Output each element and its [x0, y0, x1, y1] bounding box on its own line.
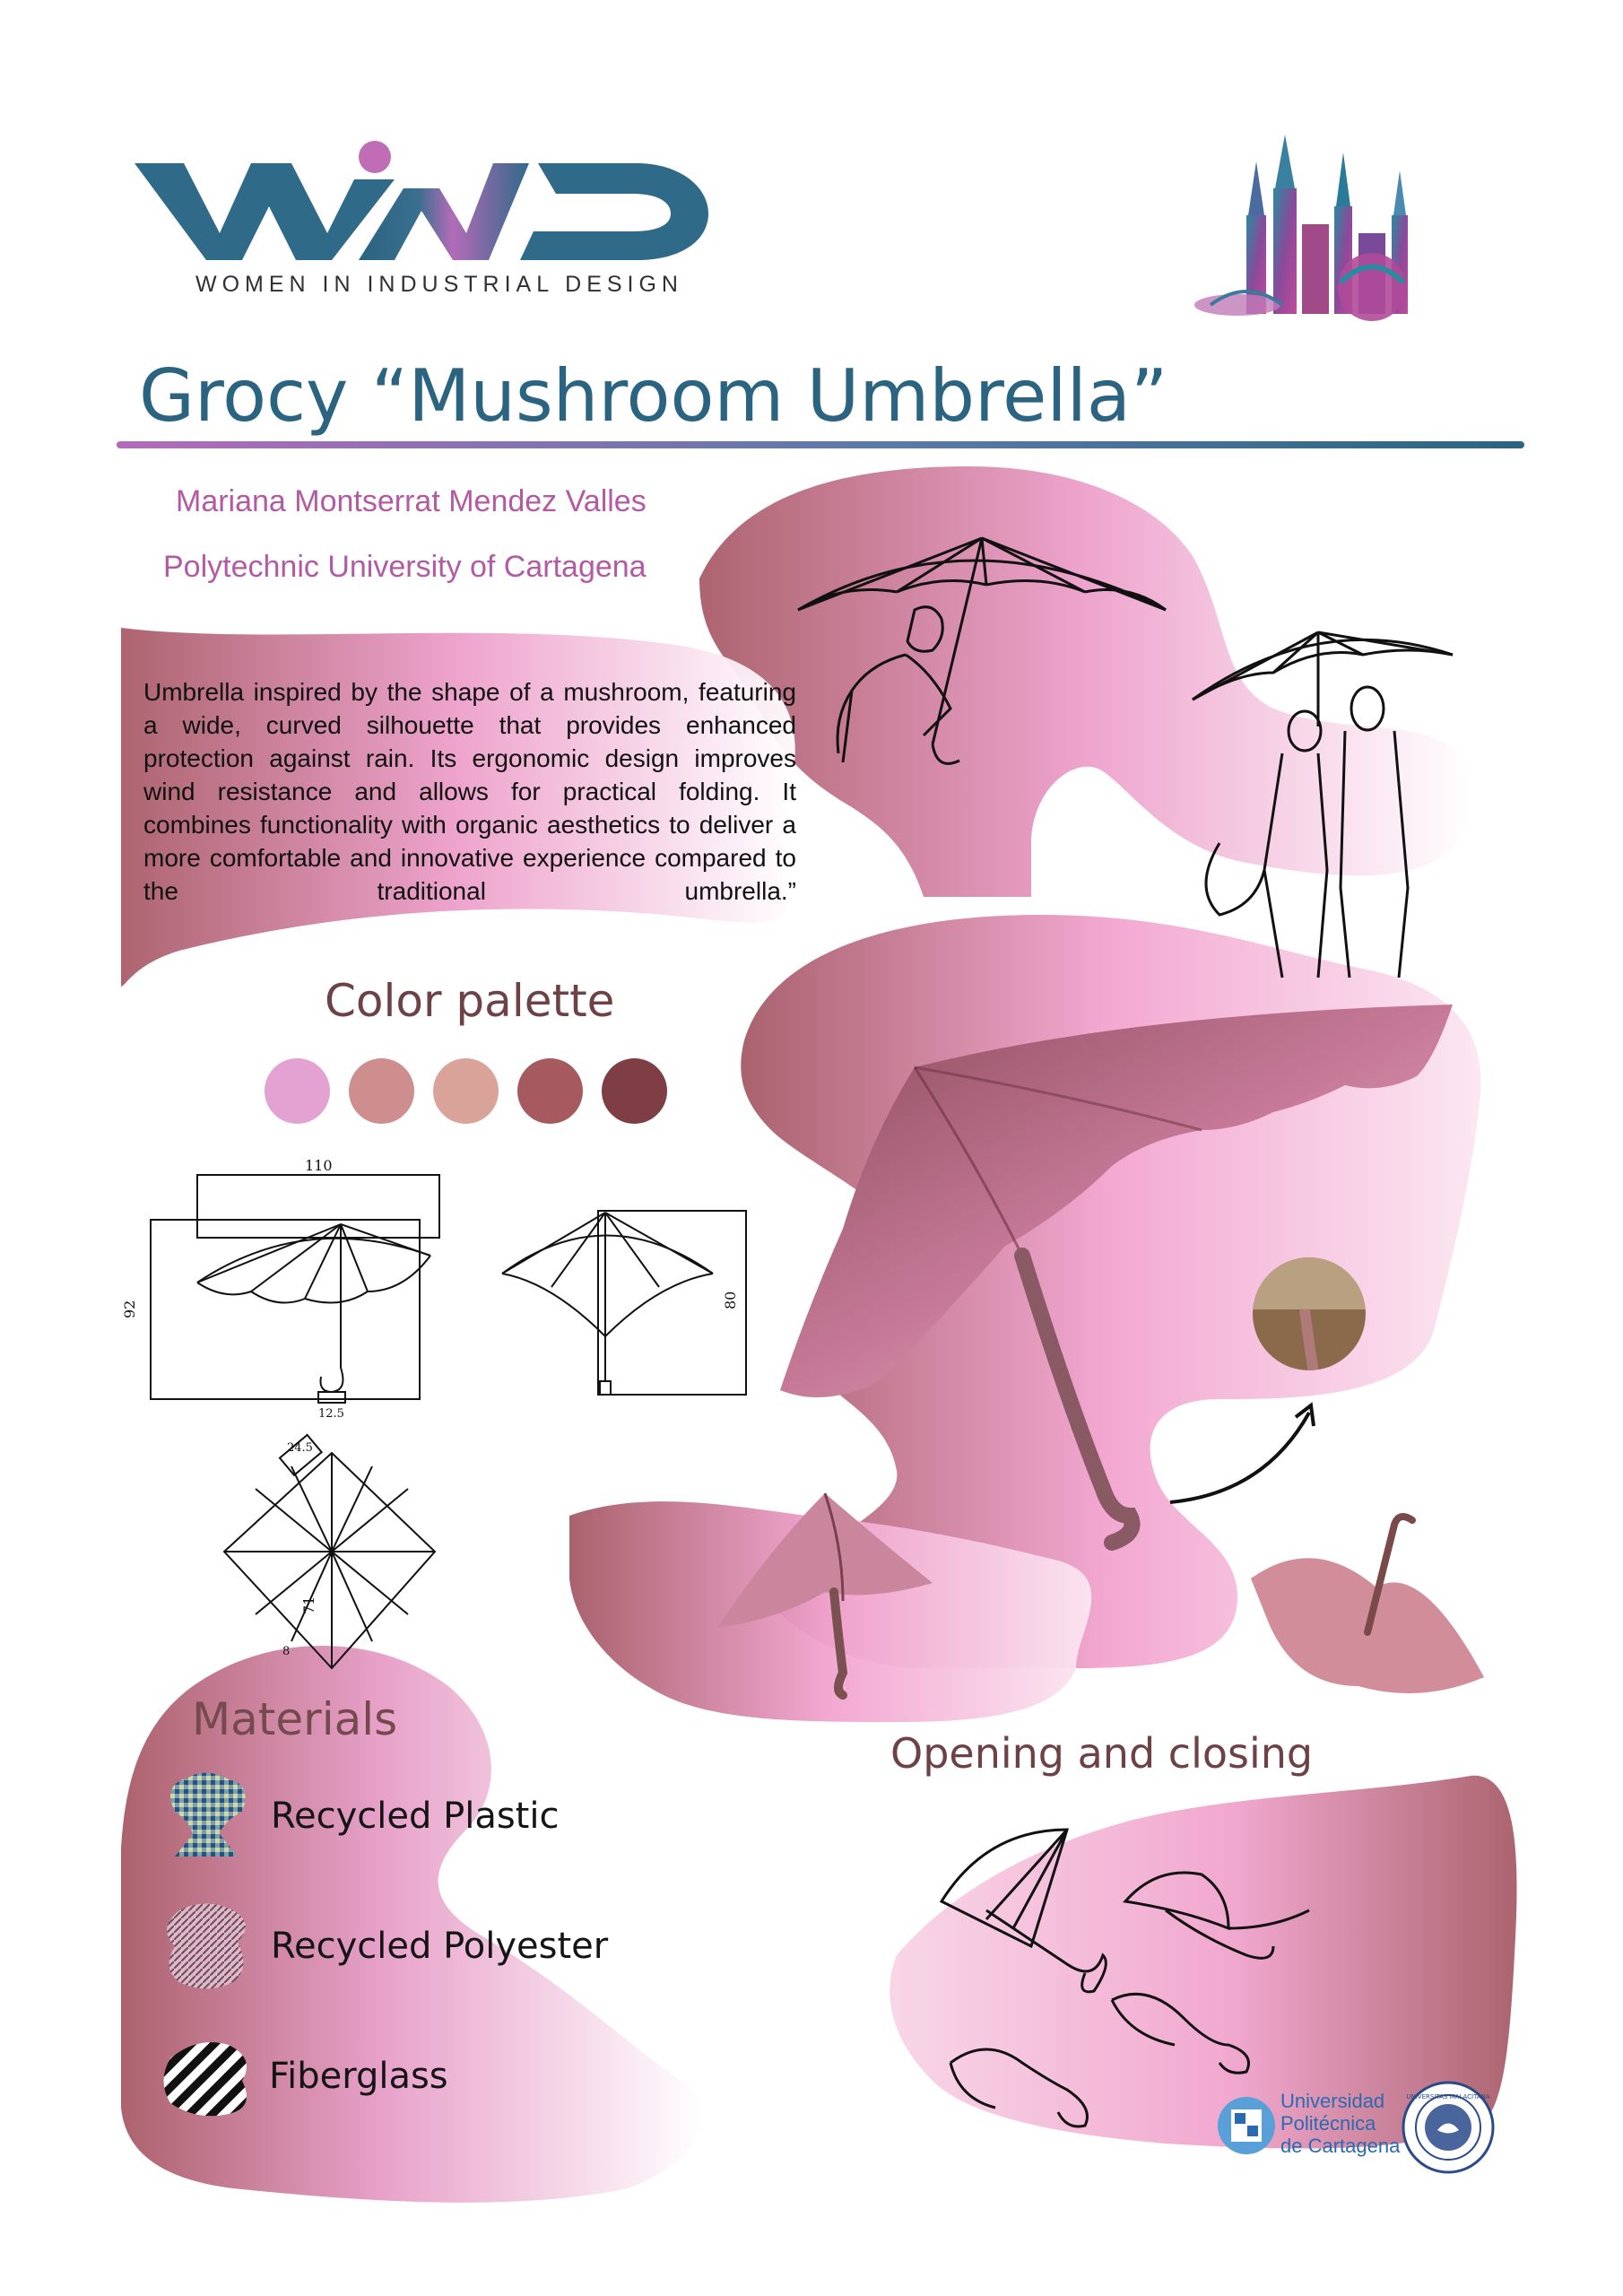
handle-detail-inset	[1251, 1256, 1367, 1372]
opening-closing-sketches	[933, 1821, 1309, 2135]
material-label: Recycled Polyester	[271, 1926, 609, 1967]
technical-drawing-side-view	[121, 1157, 457, 1426]
upct-name	[1280, 2090, 1400, 2157]
color-swatch-4	[517, 1058, 583, 1124]
technical-drawing-plan-view	[220, 1435, 444, 1677]
color-swatch-2	[349, 1058, 414, 1124]
color-swatch-3	[433, 1058, 499, 1124]
color-swatch-1	[265, 1058, 330, 1124]
upct-logo-icon	[1215, 2090, 1278, 2161]
dim-width: 110	[305, 1157, 333, 1174]
couple-with-umbrella-sketch	[1184, 619, 1471, 987]
opening-closing-heading: Opening and closing	[890, 1729, 1314, 1778]
umbrella-render-closed	[708, 1493, 942, 1700]
dim-handle: 12.5	[318, 1407, 344, 1421]
dim-height-left: 92	[121, 1300, 138, 1318]
author-name: Mariana Montserrat Mendez Valles	[176, 484, 647, 518]
material-item	[152, 1897, 608, 1996]
project-description: Umbrella inspired by the shape of a mushroom, featuring a wide, curved silhouette that provides enhanced protection against rain. Its ergonomic design improves wind resistance and allows for practical folding. It combines functionality with organic aesthetics to deliver a more comfortable and innovative experience compared to the traditional umbrella.”	[143, 678, 796, 905]
dim-top-panel: 24.5	[287, 1441, 313, 1455]
upct-line-3: de Cartagena	[1280, 2135, 1401, 2157]
dim-height-right: 80	[722, 1291, 739, 1309]
city-skyline-illustration	[1193, 126, 1462, 341]
upct-line-1: Universidad	[1280, 2090, 1385, 2112]
logo-subtitle: WOMEN IN INDUSTRIAL DESIGN	[195, 272, 683, 297]
dim-plan-small: 8	[282, 1645, 291, 1658]
author-university: Polytechnic University of Cartagena	[163, 550, 647, 584]
recycled-polyester-swatch-icon	[152, 1897, 260, 1996]
fiberglass-swatch-icon	[152, 2031, 260, 2121]
umbrella-render-inverted	[1242, 1507, 1493, 1704]
upct-line-2: Politécnica	[1280, 2112, 1376, 2135]
materials-heading: Materials	[192, 1693, 398, 1745]
page-title: Grocy “Mushroom Umbrella”	[139, 354, 1168, 438]
university-seal-icon	[1402, 2081, 1496, 2175]
material-item	[152, 2031, 448, 2121]
arrow-icon	[1166, 1395, 1327, 1511]
color-palette-heading: Color palette	[325, 975, 615, 1027]
seal-text: UNIVERSITAS MALACITANA	[1406, 2093, 1490, 2100]
material-item	[152, 1767, 559, 1866]
color-swatch-5	[602, 1058, 667, 1124]
material-label: Fiberglass	[269, 2056, 448, 2097]
color-palette-swatches	[265, 1058, 677, 1126]
material-label: Recycled Plastic	[271, 1796, 560, 1837]
technical-drawing-front-view	[498, 1202, 758, 1408]
recycled-plastic-swatch-icon	[152, 1767, 260, 1866]
dim-plan: 71	[300, 1596, 317, 1614]
man-with-umbrella-sketch	[789, 529, 1184, 780]
title-divider	[117, 441, 1524, 448]
